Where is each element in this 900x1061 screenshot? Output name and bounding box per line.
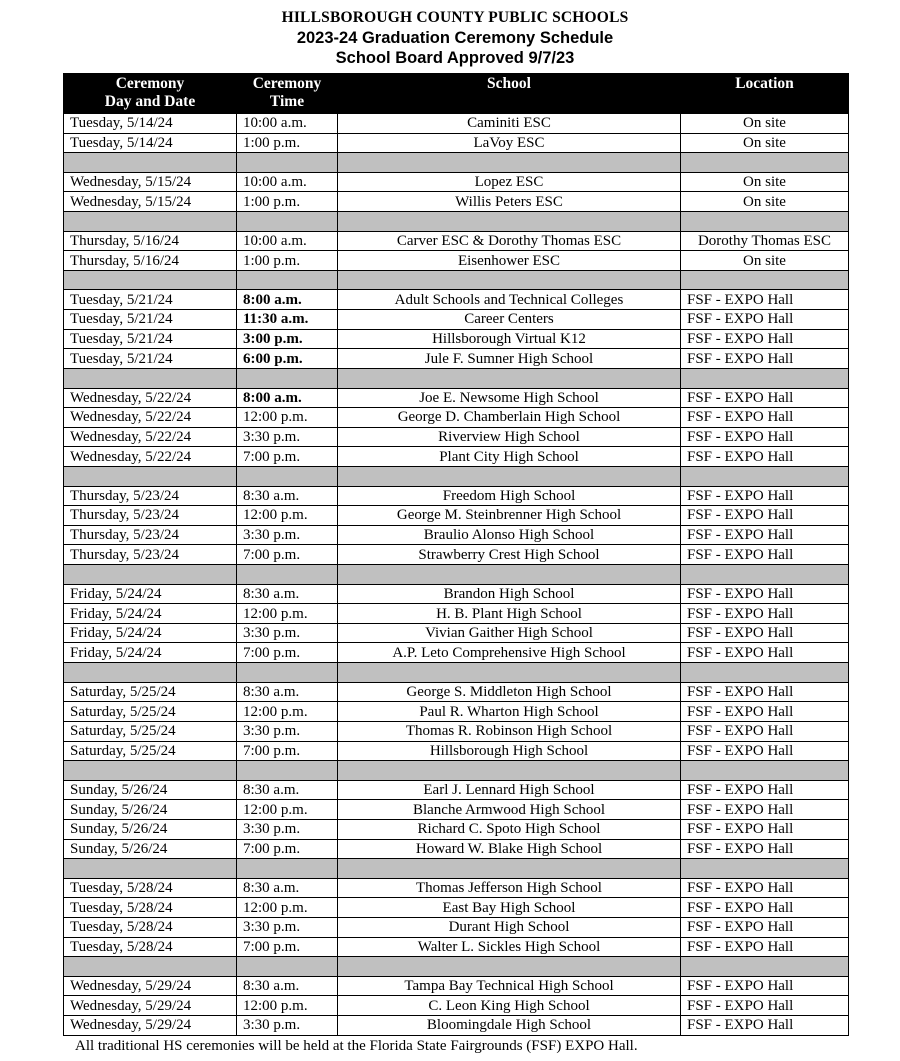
cell-time: 7:00 p.m. bbox=[237, 741, 338, 761]
cell-time: 10:00 a.m. bbox=[237, 172, 338, 192]
cell-time: 3:30 p.m. bbox=[237, 721, 338, 741]
cell-time: 8:30 a.m. bbox=[237, 584, 338, 604]
separator-cell bbox=[237, 957, 338, 977]
cell-location: Dorothy Thomas ESC bbox=[681, 231, 849, 251]
table-row bbox=[64, 702, 849, 722]
cell-school: A.P. Leto Comprehensive High School bbox=[338, 643, 681, 663]
cell-location: On site bbox=[681, 172, 849, 192]
cell-time: 3:30 p.m. bbox=[237, 525, 338, 545]
cell-date: Wednesday, 5/29/24 bbox=[64, 1016, 237, 1036]
cell-date: Sunday, 5/26/24 bbox=[64, 819, 237, 839]
cell-date: Tuesday, 5/28/24 bbox=[64, 917, 237, 937]
cell-school: Brandon High School bbox=[338, 584, 681, 604]
separator-cell bbox=[64, 663, 237, 683]
cell-location: FSF - EXPO Hall bbox=[681, 447, 849, 467]
separator-row bbox=[64, 368, 849, 388]
table-row bbox=[64, 290, 849, 310]
cell-time: 1:00 p.m. bbox=[237, 251, 338, 271]
table-row bbox=[64, 506, 849, 526]
separator-row bbox=[64, 663, 849, 683]
header-row bbox=[64, 74, 849, 114]
column-header-time-line1: Ceremony bbox=[252, 75, 322, 92]
cell-school: H. B. Plant High School bbox=[338, 604, 681, 624]
cell-school: Caminiti ESC bbox=[338, 114, 681, 134]
cell-location: FSF - EXPO Hall bbox=[681, 329, 849, 349]
cell-date: Wednesday, 5/22/24 bbox=[64, 408, 237, 428]
table-row bbox=[64, 878, 849, 898]
cell-location: FSF - EXPO Hall bbox=[681, 408, 849, 428]
cell-time: 7:00 p.m. bbox=[237, 545, 338, 565]
cell-date: Thursday, 5/16/24 bbox=[64, 251, 237, 271]
column-header-school: School bbox=[338, 74, 681, 114]
cell-date: Saturday, 5/25/24 bbox=[64, 741, 237, 761]
table-row bbox=[64, 329, 849, 349]
table-row bbox=[64, 800, 849, 820]
separator-cell bbox=[237, 859, 338, 879]
column-header-day-date-line1: Ceremony bbox=[115, 75, 185, 92]
column-header-day-date bbox=[64, 74, 237, 114]
table-row bbox=[64, 839, 849, 859]
table-row bbox=[64, 584, 849, 604]
table-row bbox=[64, 251, 849, 271]
cell-school: LaVoy ESC bbox=[338, 133, 681, 153]
cell-school: Paul R. Wharton High School bbox=[338, 702, 681, 722]
cell-location: FSF - EXPO Hall bbox=[681, 878, 849, 898]
cell-location: FSF - EXPO Hall bbox=[681, 427, 849, 447]
cell-date: Friday, 5/24/24 bbox=[64, 584, 237, 604]
cell-time: 7:00 p.m. bbox=[237, 839, 338, 859]
cell-time: 11:30 a.m. bbox=[237, 310, 338, 330]
column-header-time-line2: Time bbox=[269, 93, 305, 110]
cell-time: 1:00 p.m. bbox=[237, 133, 338, 153]
cell-school: Freedom High School bbox=[338, 486, 681, 506]
cell-time: 12:00 p.m. bbox=[237, 408, 338, 428]
cell-location: FSF - EXPO Hall bbox=[681, 290, 849, 310]
cell-time: 3:00 p.m. bbox=[237, 329, 338, 349]
table-row bbox=[64, 310, 849, 330]
cell-school: Earl J. Lennard High School bbox=[338, 780, 681, 800]
cell-date: Wednesday, 5/22/24 bbox=[64, 427, 237, 447]
table-row bbox=[64, 349, 849, 369]
cell-school: George D. Chamberlain High School bbox=[338, 408, 681, 428]
cell-time: 8:30 a.m. bbox=[237, 878, 338, 898]
table-row bbox=[64, 643, 849, 663]
cell-school: Howard W. Blake High School bbox=[338, 839, 681, 859]
cell-location: On site bbox=[681, 133, 849, 153]
cell-date: Thursday, 5/23/24 bbox=[64, 525, 237, 545]
table-row bbox=[64, 231, 849, 251]
cell-school: Vivian Gaither High School bbox=[338, 623, 681, 643]
table-row bbox=[64, 721, 849, 741]
cell-date: Sunday, 5/26/24 bbox=[64, 800, 237, 820]
cell-school: Tampa Bay Technical High School bbox=[338, 976, 681, 996]
separator-cell bbox=[681, 663, 849, 683]
table-row bbox=[64, 427, 849, 447]
cell-time: 12:00 p.m. bbox=[237, 506, 338, 526]
table-row bbox=[64, 133, 849, 153]
cell-school: Carver ESC & Dorothy Thomas ESC bbox=[338, 231, 681, 251]
cell-time: 8:00 a.m. bbox=[237, 388, 338, 408]
cell-location: On site bbox=[681, 192, 849, 212]
table-row bbox=[64, 819, 849, 839]
table-row bbox=[64, 917, 849, 937]
cell-time: 7:00 p.m. bbox=[237, 643, 338, 663]
cell-location: FSF - EXPO Hall bbox=[681, 800, 849, 820]
table-row bbox=[64, 682, 849, 702]
cell-date: Thursday, 5/23/24 bbox=[64, 545, 237, 565]
separator-cell bbox=[237, 663, 338, 683]
table-row bbox=[64, 604, 849, 624]
separator-row bbox=[64, 270, 849, 290]
separator-cell bbox=[64, 153, 237, 173]
cell-time: 8:30 a.m. bbox=[237, 486, 338, 506]
cell-date: Saturday, 5/25/24 bbox=[64, 682, 237, 702]
separator-cell bbox=[64, 957, 237, 977]
table-row bbox=[64, 447, 849, 467]
cell-location: FSF - EXPO Hall bbox=[681, 976, 849, 996]
cell-date: Tuesday, 5/28/24 bbox=[64, 878, 237, 898]
table-row bbox=[64, 525, 849, 545]
cell-location: FSF - EXPO Hall bbox=[681, 937, 849, 957]
footer-note: All traditional HS ceremonies will be held at the Florida State Fairgrounds (FSF) EXPO Hall. bbox=[75, 1038, 638, 1054]
separator-cell bbox=[338, 761, 681, 781]
cell-time: 3:30 p.m. bbox=[237, 917, 338, 937]
table-row bbox=[64, 408, 849, 428]
cell-location: FSF - EXPO Hall bbox=[681, 486, 849, 506]
cell-school: Riverview High School bbox=[338, 427, 681, 447]
separator-row bbox=[64, 565, 849, 585]
cell-school: George M. Steinbrenner High School bbox=[338, 506, 681, 526]
cell-date: Friday, 5/24/24 bbox=[64, 623, 237, 643]
cell-school: Lopez ESC bbox=[338, 172, 681, 192]
separator-row bbox=[64, 761, 849, 781]
cell-time: 12:00 p.m. bbox=[237, 800, 338, 820]
separator-cell bbox=[64, 270, 237, 290]
cell-time: 3:30 p.m. bbox=[237, 819, 338, 839]
cell-location: FSF - EXPO Hall bbox=[681, 388, 849, 408]
separator-row bbox=[64, 212, 849, 232]
table-row bbox=[64, 114, 849, 134]
separator-cell bbox=[64, 761, 237, 781]
approval-note: School Board Approved 9/7/23 bbox=[335, 49, 575, 67]
separator-cell bbox=[338, 466, 681, 486]
cell-school: Bloomingdale High School bbox=[338, 1016, 681, 1036]
cell-location: FSF - EXPO Hall bbox=[681, 839, 849, 859]
cell-time: 10:00 a.m. bbox=[237, 231, 338, 251]
cell-location: FSF - EXPO Hall bbox=[681, 819, 849, 839]
cell-school: Willis Peters ESC bbox=[338, 192, 681, 212]
separator-row bbox=[64, 466, 849, 486]
cell-time: 12:00 p.m. bbox=[237, 898, 338, 918]
separator-cell bbox=[681, 270, 849, 290]
separator-row bbox=[64, 859, 849, 879]
cell-location: FSF - EXPO Hall bbox=[681, 780, 849, 800]
cell-time: 8:30 a.m. bbox=[237, 976, 338, 996]
cell-location: FSF - EXPO Hall bbox=[681, 623, 849, 643]
cell-date: Saturday, 5/25/24 bbox=[64, 702, 237, 722]
table-header bbox=[64, 74, 849, 114]
cell-date: Friday, 5/24/24 bbox=[64, 604, 237, 624]
cell-time: 8:00 a.m. bbox=[237, 290, 338, 310]
cell-date: Wednesday, 5/22/24 bbox=[64, 447, 237, 467]
cell-time: 12:00 p.m. bbox=[237, 702, 338, 722]
cell-school: Jule F. Sumner High School bbox=[338, 349, 681, 369]
cell-school: Hillsborough Virtual K12 bbox=[338, 329, 681, 349]
separator-cell bbox=[681, 153, 849, 173]
cell-school: Durant High School bbox=[338, 917, 681, 937]
column-header-time bbox=[237, 74, 338, 114]
cell-location: FSF - EXPO Hall bbox=[681, 702, 849, 722]
separator-cell bbox=[338, 565, 681, 585]
separator-cell bbox=[338, 270, 681, 290]
cell-location: FSF - EXPO Hall bbox=[681, 643, 849, 663]
cell-location: FSF - EXPO Hall bbox=[681, 996, 849, 1016]
cell-school: Career Centers bbox=[338, 310, 681, 330]
cell-location: FSF - EXPO Hall bbox=[681, 1016, 849, 1036]
table-row bbox=[64, 937, 849, 957]
cell-date: Tuesday, 5/21/24 bbox=[64, 349, 237, 369]
separator-cell bbox=[64, 368, 237, 388]
table-row bbox=[64, 1016, 849, 1036]
separator-cell bbox=[237, 153, 338, 173]
cell-date: Saturday, 5/25/24 bbox=[64, 721, 237, 741]
cell-school: Hillsborough High School bbox=[338, 741, 681, 761]
separator-cell bbox=[681, 859, 849, 879]
cell-location: FSF - EXPO Hall bbox=[681, 584, 849, 604]
cell-date: Tuesday, 5/28/24 bbox=[64, 937, 237, 957]
separator-cell bbox=[237, 368, 338, 388]
cell-school: Walter L. Sickles High School bbox=[338, 937, 681, 957]
separator-cell bbox=[681, 761, 849, 781]
separator-cell bbox=[681, 368, 849, 388]
cell-time: 3:30 p.m. bbox=[237, 1016, 338, 1036]
cell-date: Wednesday, 5/29/24 bbox=[64, 976, 237, 996]
separator-cell bbox=[338, 859, 681, 879]
separator-cell bbox=[237, 212, 338, 232]
cell-location: FSF - EXPO Hall bbox=[681, 545, 849, 565]
cell-time: 1:00 p.m. bbox=[237, 192, 338, 212]
cell-school: C. Leon King High School bbox=[338, 996, 681, 1016]
table-row bbox=[64, 898, 849, 918]
cell-location: FSF - EXPO Hall bbox=[681, 506, 849, 526]
separator-cell bbox=[237, 761, 338, 781]
cell-date: Tuesday, 5/21/24 bbox=[64, 290, 237, 310]
separator-cell bbox=[338, 153, 681, 173]
separator-cell bbox=[681, 466, 849, 486]
cell-school: Strawberry Crest High School bbox=[338, 545, 681, 565]
column-header-location: Location bbox=[681, 74, 849, 114]
separator-cell bbox=[681, 957, 849, 977]
table-row bbox=[64, 172, 849, 192]
table-row bbox=[64, 780, 849, 800]
schedule-title: 2023-24 Graduation Ceremony Schedule bbox=[296, 29, 614, 47]
separator-cell bbox=[338, 957, 681, 977]
separator-cell bbox=[237, 466, 338, 486]
separator-cell bbox=[64, 466, 237, 486]
cell-date: Tuesday, 5/14/24 bbox=[64, 133, 237, 153]
cell-date: Wednesday, 5/15/24 bbox=[64, 172, 237, 192]
cell-time: 12:00 p.m. bbox=[237, 604, 338, 624]
separator-cell bbox=[338, 663, 681, 683]
cell-location: On site bbox=[681, 114, 849, 134]
cell-school: Eisenhower ESC bbox=[338, 251, 681, 271]
separator-cell bbox=[64, 565, 237, 585]
cell-location: FSF - EXPO Hall bbox=[681, 525, 849, 545]
table-row bbox=[64, 996, 849, 1016]
separator-cell bbox=[681, 212, 849, 232]
table-row bbox=[64, 545, 849, 565]
cell-date: Sunday, 5/26/24 bbox=[64, 839, 237, 859]
table-row bbox=[64, 741, 849, 761]
cell-time: 7:00 p.m. bbox=[237, 937, 338, 957]
cell-school: George S. Middleton High School bbox=[338, 682, 681, 702]
cell-date: Tuesday, 5/14/24 bbox=[64, 114, 237, 134]
cell-time: 7:00 p.m. bbox=[237, 447, 338, 467]
separator-row bbox=[64, 153, 849, 173]
cell-school: Blanche Armwood High School bbox=[338, 800, 681, 820]
cell-school: Joe E. Newsome High School bbox=[338, 388, 681, 408]
separator-cell bbox=[64, 859, 237, 879]
cell-date: Thursday, 5/23/24 bbox=[64, 486, 237, 506]
cell-date: Thursday, 5/23/24 bbox=[64, 506, 237, 526]
cell-time: 8:30 a.m. bbox=[237, 780, 338, 800]
cell-location: FSF - EXPO Hall bbox=[681, 721, 849, 741]
cell-location: FSF - EXPO Hall bbox=[681, 898, 849, 918]
cell-date: Thursday, 5/16/24 bbox=[64, 231, 237, 251]
cell-time: 6:00 p.m. bbox=[237, 349, 338, 369]
cell-date: Tuesday, 5/21/24 bbox=[64, 329, 237, 349]
table-row bbox=[64, 976, 849, 996]
separator-cell bbox=[237, 565, 338, 585]
cell-date: Wednesday, 5/15/24 bbox=[64, 192, 237, 212]
table-row bbox=[64, 623, 849, 643]
separator-cell bbox=[338, 368, 681, 388]
cell-location: FSF - EXPO Hall bbox=[681, 917, 849, 937]
cell-location: On site bbox=[681, 251, 849, 271]
cell-date: Tuesday, 5/28/24 bbox=[64, 898, 237, 918]
cell-date: Wednesday, 5/22/24 bbox=[64, 388, 237, 408]
cell-time: 8:30 a.m. bbox=[237, 682, 338, 702]
cell-location: FSF - EXPO Hall bbox=[681, 604, 849, 624]
cell-time: 10:00 a.m. bbox=[237, 114, 338, 134]
cell-school: Thomas R. Robinson High School bbox=[338, 721, 681, 741]
cell-location: FSF - EXPO Hall bbox=[681, 310, 849, 330]
graduation-schedule-table bbox=[63, 73, 849, 1036]
table-body bbox=[64, 114, 849, 1036]
cell-date: Friday, 5/24/24 bbox=[64, 643, 237, 663]
cell-location: FSF - EXPO Hall bbox=[681, 741, 849, 761]
cell-time: 12:00 p.m. bbox=[237, 996, 338, 1016]
cell-date: Tuesday, 5/21/24 bbox=[64, 310, 237, 330]
separator-row bbox=[64, 957, 849, 977]
cell-school: Richard C. Spoto High School bbox=[338, 819, 681, 839]
cell-school: Adult Schools and Technical Colleges bbox=[338, 290, 681, 310]
table-row bbox=[64, 486, 849, 506]
separator-cell bbox=[64, 212, 237, 232]
cell-time: 3:30 p.m. bbox=[237, 427, 338, 447]
cell-school: East Bay High School bbox=[338, 898, 681, 918]
organization-title: HILLSBOROUGH COUNTY PUBLIC SCHOOLS bbox=[281, 9, 629, 26]
cell-date: Wednesday, 5/29/24 bbox=[64, 996, 237, 1016]
cell-school: Thomas Jefferson High School bbox=[338, 878, 681, 898]
cell-date: Sunday, 5/26/24 bbox=[64, 780, 237, 800]
table-row bbox=[64, 192, 849, 212]
cell-location: FSF - EXPO Hall bbox=[681, 682, 849, 702]
cell-school: Plant City High School bbox=[338, 447, 681, 467]
separator-cell bbox=[338, 212, 681, 232]
column-header-day-date-line2: Day and Date bbox=[104, 93, 196, 110]
cell-school: Braulio Alonso High School bbox=[338, 525, 681, 545]
cell-time: 3:30 p.m. bbox=[237, 623, 338, 643]
separator-cell bbox=[237, 270, 338, 290]
cell-location: FSF - EXPO Hall bbox=[681, 349, 849, 369]
separator-cell bbox=[681, 565, 849, 585]
table-row bbox=[64, 388, 849, 408]
